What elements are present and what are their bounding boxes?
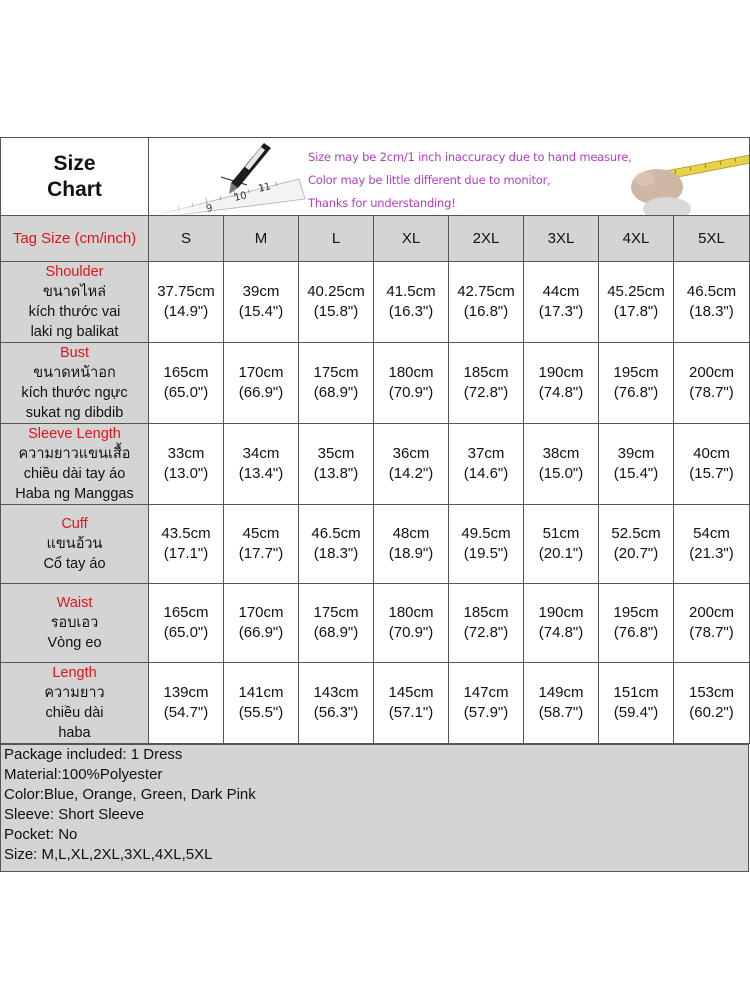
- value-cell: [599, 584, 674, 663]
- value-cell: [524, 584, 599, 663]
- size-header-l: L: [299, 216, 374, 262]
- notice-line-1: Size may be 2cm/1 inch inaccuracy due to hand measure,: [308, 149, 632, 164]
- size-header-xl: XL: [374, 216, 449, 262]
- value-cm: 170cm: [238, 604, 284, 621]
- value-cell: [224, 262, 299, 343]
- label-translation: kích thước ngực: [21, 385, 128, 401]
- label-translation: haba: [58, 725, 91, 741]
- value-inch: (17.7"): [238, 545, 284, 562]
- tag-size-label: Tag Size (cm/inch): [1, 216, 149, 262]
- measure-row-bust: [1, 343, 750, 424]
- size-header-2xl: 2XL: [449, 216, 524, 262]
- value-cm: 46.5cm: [686, 283, 737, 300]
- value-cm: 165cm: [163, 364, 209, 381]
- value-cm: 36cm: [392, 445, 430, 462]
- measuring-tape-hand-illustration: [605, 139, 750, 216]
- value-cell: [599, 505, 674, 584]
- label-translation: chiều dài: [45, 705, 104, 721]
- value-inch: (58.7"): [538, 704, 584, 721]
- label-english: Sleeve Length: [28, 426, 121, 442]
- value-inch: (13.4"): [238, 465, 284, 482]
- value-inch: (15.0"): [538, 465, 584, 482]
- measure-row-cuff: [1, 505, 750, 584]
- value-inch: (15.8"): [313, 303, 359, 320]
- label-translation: ความยาวแขนเสื้อ: [18, 446, 131, 462]
- value-cm: 141cm: [238, 684, 284, 701]
- row-label-sleeve-length: [1, 424, 149, 505]
- value-cm: 44cm: [542, 283, 580, 300]
- value-cell: [524, 262, 599, 343]
- size-chart: [0, 137, 750, 872]
- value-inch: (13.8"): [313, 465, 359, 482]
- value-inch: (15.4"): [238, 303, 284, 320]
- label-translation: sukat ng dibdib: [25, 405, 124, 421]
- chart-title: [1, 138, 149, 216]
- value-cell: [374, 584, 449, 663]
- value-cm: 151cm: [613, 684, 659, 701]
- value-cm: 200cm: [688, 364, 735, 381]
- value-cell: [674, 424, 750, 505]
- value-inch: (54.7"): [163, 704, 209, 721]
- value-cm: 185cm: [463, 604, 509, 621]
- value-inch: (14.2"): [388, 465, 434, 482]
- value-inch: (19.5"): [463, 545, 509, 562]
- value-inch: (14.6"): [463, 465, 509, 482]
- value-inch: (78.7"): [689, 624, 734, 641]
- value-cm: 43.5cm: [161, 525, 211, 542]
- size-header-3xl: 3XL: [524, 216, 599, 262]
- notice-line-3: Thanks for understanding!: [308, 195, 456, 210]
- label-translation: ความยาว: [44, 685, 105, 701]
- value-cm: 175cm: [313, 364, 359, 381]
- value-cell: [299, 424, 374, 505]
- label-translation: laki ng balikat: [30, 324, 119, 340]
- value-cm: 37cm: [467, 445, 505, 462]
- value-inch: (72.8"): [463, 624, 509, 641]
- value-cm: 39cm: [242, 283, 280, 300]
- value-inch: (74.8"): [538, 384, 584, 401]
- detail-pocket: Pocket: No: [4, 826, 78, 843]
- value-cm: 41.5cm: [386, 283, 436, 300]
- value-cell: [449, 262, 524, 343]
- value-inch: (18.9"): [388, 545, 434, 562]
- label-english: Cuff: [61, 516, 88, 532]
- value-cm: 40cm: [693, 445, 730, 462]
- value-cm: 200cm: [688, 604, 735, 621]
- label-translation: Haba ng Manggas: [15, 486, 134, 502]
- detail-package: Package included: 1 Dress: [4, 746, 183, 763]
- measure-row-sleeve-length: [1, 424, 750, 505]
- product-details: [0, 744, 749, 872]
- value-cm: 45cm: [242, 525, 280, 542]
- value-inch: (70.9"): [388, 384, 434, 401]
- row-label-shoulder: [1, 262, 149, 343]
- value-inch: (76.8"): [613, 624, 659, 641]
- value-cm: 175cm: [313, 604, 359, 621]
- value-inch: (16.3"): [388, 303, 434, 320]
- header-row: [1, 216, 750, 262]
- value-inch: (55.5"): [238, 704, 284, 721]
- value-cm: 180cm: [388, 604, 434, 621]
- value-cell: [149, 663, 224, 744]
- value-inch: (57.9"): [463, 704, 509, 721]
- value-inch: (18.3"): [689, 303, 734, 320]
- value-cm: 190cm: [538, 604, 584, 621]
- notice-line-2: Color may be little different due to monitor,: [308, 172, 551, 187]
- value-cell: [524, 663, 599, 744]
- label-translation: kích thước vai: [28, 304, 121, 320]
- value-cm: 48cm: [392, 525, 430, 542]
- value-cell: [449, 505, 524, 584]
- label-english: Waist: [56, 595, 93, 611]
- value-inch: (20.1"): [538, 545, 584, 562]
- detail-color: Color:Blue, Orange, Green, Dark Pink: [4, 786, 256, 803]
- value-inch: (78.7"): [689, 384, 734, 401]
- value-cm: 195cm: [613, 604, 659, 621]
- value-inch: (16.8"): [463, 303, 509, 320]
- label-translation: แขนอ้วน: [46, 536, 103, 552]
- value-cell: [299, 262, 374, 343]
- value-cell: [299, 584, 374, 663]
- value-cell: [524, 505, 599, 584]
- value-cm: 34cm: [242, 445, 280, 462]
- value-inch: (70.9"): [388, 624, 434, 641]
- value-cell: [524, 343, 599, 424]
- value-cell: [149, 584, 224, 663]
- size-header-m: M: [224, 216, 299, 262]
- value-cell: [674, 343, 750, 424]
- value-inch: (17.3"): [538, 303, 584, 320]
- value-cm: 139cm: [163, 684, 209, 701]
- value-cm: 185cm: [463, 364, 509, 381]
- value-cell: [224, 505, 299, 584]
- measure-row-shoulder: [1, 262, 750, 343]
- row-label-cuff: [1, 505, 149, 584]
- value-cm: 143cm: [313, 684, 359, 701]
- value-cm: 42.75cm: [457, 283, 515, 300]
- label-english: Shoulder: [45, 264, 104, 280]
- value-cell: [149, 343, 224, 424]
- value-cm: 153cm: [688, 684, 735, 701]
- value-inch: (65.0"): [163, 384, 209, 401]
- label-translation: chiều dài tay áo: [23, 466, 126, 482]
- value-cm: 38cm: [542, 445, 580, 462]
- value-cm: 54cm: [693, 525, 730, 542]
- detail-sleeve: Sleeve: Short Sleeve: [4, 806, 145, 823]
- size-header-s: S: [149, 216, 224, 262]
- value-cell: [224, 584, 299, 663]
- value-inch: (72.8"): [463, 384, 509, 401]
- row-label-length: [1, 663, 149, 744]
- label-english: Length: [52, 665, 97, 681]
- value-inch: (68.9"): [313, 624, 359, 641]
- value-cell: [524, 424, 599, 505]
- value-inch: (60.2"): [689, 704, 734, 721]
- value-inch: (76.8"): [613, 384, 659, 401]
- label-translation: ขนาดไหล่: [42, 284, 107, 300]
- value-cell: [449, 343, 524, 424]
- row-label-waist: [1, 584, 149, 663]
- value-inch: (15.4"): [613, 465, 659, 482]
- size-table: [0, 137, 750, 744]
- value-cell: [374, 343, 449, 424]
- value-cell: [149, 424, 224, 505]
- value-inch: (59.4"): [613, 704, 659, 721]
- value-cm: 33cm: [167, 445, 205, 462]
- value-inch: (17.1"): [163, 545, 209, 562]
- value-cm: 46.5cm: [311, 525, 361, 542]
- value-cm: 51cm: [542, 525, 580, 542]
- value-cell: [299, 505, 374, 584]
- value-cell: [149, 505, 224, 584]
- value-inch: (14.9"): [163, 303, 209, 320]
- value-inch: (56.3"): [313, 704, 359, 721]
- value-inch: (13.0"): [163, 465, 209, 482]
- value-inch: (65.0"): [163, 624, 209, 641]
- value-cm: 45.25cm: [607, 283, 665, 300]
- label-translation: ขนาดหน้าอก: [33, 365, 116, 381]
- value-inch: (66.9"): [238, 384, 284, 401]
- notice-banner: [149, 138, 750, 216]
- value-cell: [374, 262, 449, 343]
- value-cell: [449, 424, 524, 505]
- title-line-2: Chart: [47, 177, 102, 201]
- value-cm: 40.25cm: [307, 283, 365, 300]
- value-cm: 35cm: [317, 445, 355, 462]
- value-cm: 49.5cm: [461, 525, 511, 542]
- value-inch: (20.7"): [613, 545, 659, 562]
- value-cell: [674, 663, 750, 744]
- ruler-pen-illustration: [149, 139, 309, 216]
- value-cell: [599, 663, 674, 744]
- value-cell: [449, 584, 524, 663]
- value-cell: [224, 343, 299, 424]
- value-cell: [674, 584, 750, 663]
- value-cm: 180cm: [388, 364, 434, 381]
- value-cell: [599, 343, 674, 424]
- label-translation: Cổ tay áo: [43, 556, 106, 572]
- value-cell: [674, 505, 750, 584]
- value-cell: [599, 424, 674, 505]
- value-inch: (15.7"): [689, 465, 734, 482]
- detail-material: Material:100%Polyester: [4, 766, 163, 783]
- value-cm: 147cm: [463, 684, 509, 701]
- value-cm: 190cm: [538, 364, 584, 381]
- label-translation: รอบเอว: [50, 615, 99, 631]
- value-cm: 195cm: [613, 364, 659, 381]
- value-cm: 52.5cm: [611, 525, 661, 542]
- size-header-5xl: 5XL: [674, 216, 750, 262]
- measure-row-length: [1, 663, 750, 744]
- value-cell: [674, 262, 750, 343]
- value-cm: 165cm: [163, 604, 209, 621]
- value-cell: [449, 663, 524, 744]
- value-inch: (57.1"): [388, 704, 434, 721]
- size-header-4xl: 4XL: [599, 216, 674, 262]
- measure-row-waist: [1, 584, 750, 663]
- value-cell: [299, 343, 374, 424]
- title-row: [1, 138, 750, 216]
- label-english: Bust: [59, 345, 89, 361]
- value-cell: [299, 663, 374, 744]
- value-cell: [224, 663, 299, 744]
- value-cell: [374, 505, 449, 584]
- value-cell: [149, 262, 224, 343]
- value-cell: [224, 424, 299, 505]
- value-inch: (74.8"): [538, 624, 584, 641]
- value-inch: (68.9"): [313, 384, 359, 401]
- value-inch: (21.3"): [689, 545, 734, 562]
- value-cell: [599, 262, 674, 343]
- value-inch: (66.9"): [238, 624, 284, 641]
- title-line-1: Size: [53, 151, 96, 175]
- value-inch: (17.8"): [613, 303, 659, 320]
- value-cm: 37.75cm: [157, 283, 215, 300]
- value-cm: 39cm: [617, 445, 655, 462]
- value-cell: [374, 424, 449, 505]
- value-cm: 149cm: [538, 684, 584, 701]
- label-translation: Vòng eo: [47, 635, 102, 651]
- row-label-bust: [1, 343, 149, 424]
- value-cm: 170cm: [238, 364, 284, 381]
- value-cm: 145cm: [388, 684, 434, 701]
- value-cell: [374, 663, 449, 744]
- detail-sizes: Size: M,L,XL,2XL,3XL,4XL,5XL: [4, 846, 213, 863]
- value-inch: (18.3"): [313, 545, 359, 562]
